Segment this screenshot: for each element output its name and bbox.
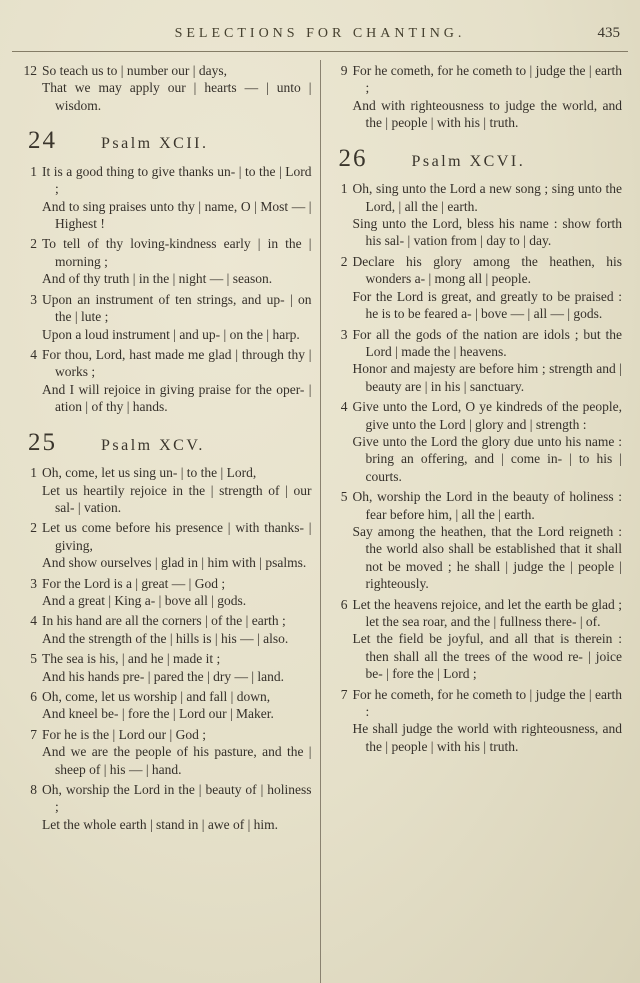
verse: [329, 326, 623, 396]
verse: [329, 253, 623, 323]
section-number: 24: [28, 127, 57, 155]
verse-number: 2: [340, 253, 348, 269]
verse: [18, 650, 312, 685]
verse-half: For thou, Lord, hast made me glad | through thy | works ;: [42, 346, 312, 380]
verse: [329, 596, 623, 683]
verse: [18, 62, 312, 114]
verse: [329, 180, 623, 250]
verse: [18, 464, 312, 516]
verse-number: 4: [340, 399, 348, 415]
verse: [329, 62, 623, 132]
verse-number: 5: [340, 489, 348, 505]
verse-number: 2: [30, 236, 37, 252]
verse: [18, 726, 312, 778]
verse: [18, 688, 312, 723]
verse-body: [42, 291, 312, 343]
section-title: Psalm XCV.: [101, 436, 205, 454]
section-number: 26: [338, 144, 368, 172]
verse-body: [353, 398, 623, 485]
verse-number: 3: [30, 575, 37, 591]
verse-half: Let us heartily rejoice in the | strength of | our sal- | vation.: [42, 482, 312, 515]
verse-half: And show ourselves | glad in | him with | psalms.: [42, 555, 307, 571]
verse-half: Honor and majesty are before him ; strength and | beauty are | in his | sanctuary.: [352, 361, 622, 394]
verse-half: For he cometh, for he cometh to | judge the | earth :: [352, 686, 622, 720]
verse-half: For the Lord is a | great — | God ;: [42, 575, 226, 591]
verse-half: For all the gods of the nation are idols ; but the Lord | made the | heavens.: [352, 326, 622, 359]
verse-body: [42, 464, 312, 516]
verse-half: Declare his glory among the heathen, his wonders a- | mong all | people.: [352, 253, 622, 287]
verse-number: 4: [30, 613, 37, 629]
verse-half: For the Lord is great, and greatly to be praised : he is to be feared a- | bove — | all — | gods.: [352, 288, 622, 322]
verse-half: That we may apply our | hearts — | unto | wisdom.: [42, 80, 312, 113]
verse-half: And kneel be- | fore the | Lord our | Maker.: [42, 706, 274, 722]
verse-body: [353, 596, 623, 683]
verse-half: Oh, come, let us worship | and fall | down,: [42, 689, 271, 705]
verse: [18, 291, 312, 343]
verse-half: Upon an instrument of ten strings, and up- | on the | lute ;: [42, 291, 312, 325]
verse-half: And the strength of the | hills is | his — | also.: [42, 630, 289, 646]
verse-number: 3: [30, 291, 37, 307]
verse-half: And with righteousness to judge the world, and the | people | with his | truth.: [352, 97, 622, 131]
verse-number: 1: [30, 465, 37, 481]
verse-half: He shall judge the world with righteousness, and the | people | with his | truth.: [352, 721, 622, 754]
text-columns: [0, 52, 640, 983]
running-title: SELECTIONS FOR CHANTING.: [174, 26, 466, 41]
verse-body: [353, 62, 623, 132]
verse-half: And of thy truth | in the | night — | season.: [42, 271, 273, 287]
page-header: [0, 0, 640, 48]
verse-body: [353, 180, 623, 250]
verse-number: 2: [30, 520, 37, 536]
verse-body: [353, 686, 623, 756]
page-number: 435: [597, 25, 620, 41]
verse-half: Give unto the Lord the glory due unto his name : bring an offering, and | come in- | to his | courts.: [352, 433, 622, 484]
verse-half: Let the heavens rejoice, and let the earth be glad ; let the sea roar, and the | fullness there- | of.: [352, 596, 622, 629]
verse-number: 7: [340, 686, 348, 702]
verse-body: [42, 575, 312, 610]
verse: [329, 686, 623, 756]
verse-number: 9: [340, 63, 348, 78]
verse-body: [42, 346, 312, 416]
column-right: [321, 60, 631, 983]
verse-number: 12: [23, 63, 37, 78]
column-left: [10, 60, 320, 983]
verse-body: [42, 726, 312, 778]
verse-body: [42, 781, 312, 833]
verse: [18, 163, 312, 233]
verse-half: It is a good thing to give thanks un- | to the | Lord ;: [42, 163, 312, 197]
verse-half: Let us come before his presence | with thanks- | giving,: [42, 520, 312, 553]
verse-body: [353, 326, 623, 396]
verse-half: And a great | King a- | bove all | gods.: [42, 593, 247, 608]
verse-half: Oh, sing unto the Lord a new song ; sing unto the Lord, | all the | earth.: [352, 181, 622, 214]
verse-half: And his hands pre- | pared the | dry — | land.: [42, 668, 285, 684]
verse-body: [42, 62, 312, 114]
verse-number: 4: [30, 346, 37, 362]
verse-half: Oh, worship the Lord in the | beauty of | holiness ;: [42, 782, 312, 815]
verse-number: 5: [30, 651, 37, 667]
verse-half: Let the field be joyful, and all that is therein : then shall all the trees of the wood re- | joice be- | fore the | Lord ;: [352, 631, 622, 682]
verse-half: Let the whole earth | stand in | awe of | him.: [42, 816, 279, 832]
verse: [18, 346, 312, 416]
verse-half: Say among the heathen, that the Lord reigneth : the world also shall be established that it shall not be moved ; he shall | judge the | people | righteously.: [352, 523, 622, 592]
verse-half: Give unto the Lord, O ye kindreds of the people, give unto the Lord | glory and | strength :: [352, 399, 622, 432]
verse-body: [42, 612, 312, 647]
verse-body: [42, 235, 312, 287]
verse-half: Sing unto the Lord, bless his name : show forth his sal- | vation from | day to | day.: [352, 216, 622, 249]
verse-half: Oh, come, let us sing un- | to the | Lord,: [42, 465, 257, 481]
verse-body: [42, 519, 312, 571]
verse-body: [42, 163, 312, 233]
verse: [18, 612, 312, 647]
verse-half: So teach us to | number our | days,: [42, 63, 227, 78]
section-heading: [18, 430, 312, 457]
verse-number: 1: [340, 181, 348, 197]
verse: [329, 398, 623, 485]
section-heading: [18, 128, 312, 155]
verse-body: [42, 688, 312, 723]
verse: [18, 519, 312, 571]
verse-number: 1: [30, 163, 37, 179]
verse-half: The sea is his, | and he | made it ;: [42, 651, 221, 667]
section-title: Psalm XCVI.: [411, 152, 526, 170]
verse-half: Upon a loud instrument | and up- | on the | harp.: [42, 326, 300, 342]
verse-half: For he cometh, for he cometh to | judge the | earth ;: [352, 63, 622, 96]
verse-half: And to sing praises unto thy | name, O | Most — | Highest !: [42, 198, 312, 232]
verse-number: 8: [30, 782, 37, 798]
verse: [18, 575, 312, 610]
verse-number: 6: [30, 689, 37, 705]
section-title: Psalm XCII.: [101, 135, 209, 153]
verse-half: And we are the people of his pasture, and the | sheep of | his — | hand.: [42, 744, 312, 777]
section-number: 25: [28, 428, 57, 456]
section-heading: [329, 146, 623, 173]
verse-body: [353, 253, 623, 323]
verse-half: In his hand are all the corners | of the | earth ;: [42, 613, 286, 629]
verse-body: [42, 650, 312, 685]
verse: [18, 781, 312, 833]
verse-half: To tell of thy loving-kindness early | in the | morning ;: [42, 236, 312, 269]
verse-half: For he is the | Lord our | God ;: [42, 726, 207, 742]
verse: [329, 488, 623, 592]
verse: [18, 235, 312, 287]
verse-number: 3: [340, 326, 348, 342]
verse-half: And I will rejoice in giving praise for the oper- | ation | of thy | hands.: [42, 381, 312, 415]
verse-number: 6: [340, 596, 348, 612]
verse-number: 7: [30, 726, 37, 742]
verse-half: Oh, worship the Lord in the beauty of holiness : fear before him, | all the | earth.: [352, 489, 622, 522]
verse-body: [353, 488, 623, 592]
